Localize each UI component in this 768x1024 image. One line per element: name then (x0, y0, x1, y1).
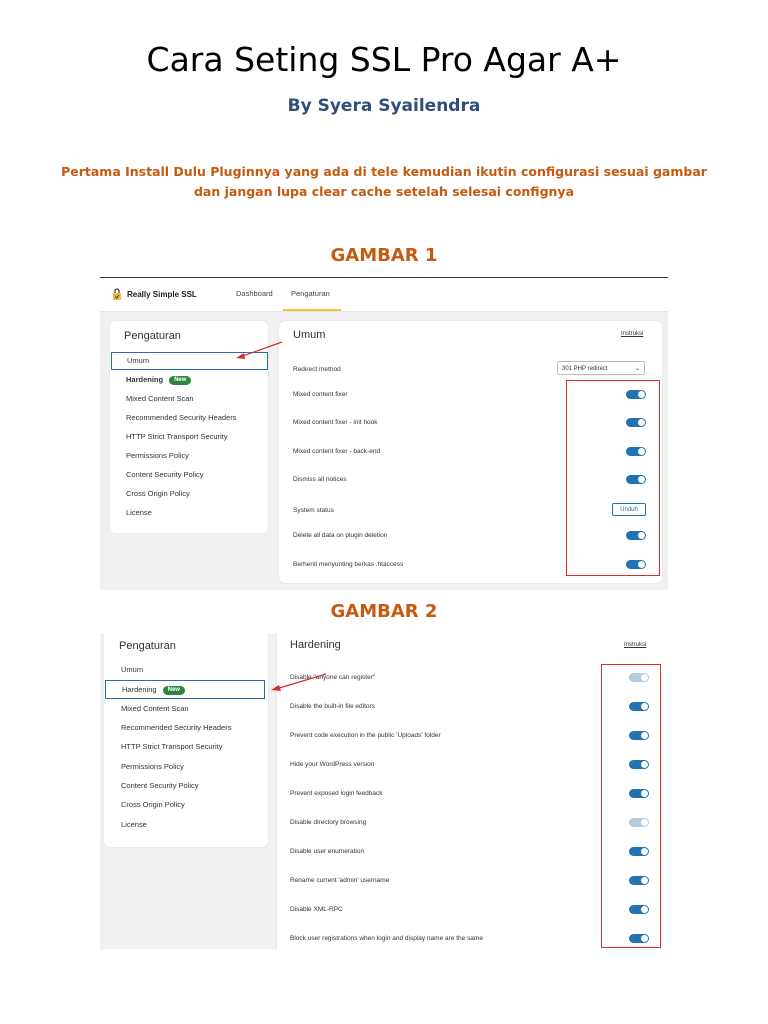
sidebar-item-mixed-content-scan[interactable]: Mixed Content Scan (121, 704, 189, 713)
setting-label: Block user registrations when login and display name are the same (290, 935, 483, 942)
setting-label: Rename current 'admin' username (290, 877, 390, 884)
redirect-method-select[interactable]: 301 PHP redirect ⌄ (557, 361, 645, 375)
sidebar-item-content-security-policy[interactable]: Content Security Policy (121, 781, 199, 790)
sidebar-item-hsts[interactable]: HTTP Strict Transport Security (126, 432, 228, 441)
main-title: Hardening (290, 639, 341, 651)
setting-label: Disable XML-RPC (290, 906, 343, 913)
setting-label: Disable the built-in file editors (290, 703, 375, 710)
setting-label: Disable directory browsing (290, 819, 367, 826)
annotation-arrow (100, 278, 668, 590)
annotation-arrow (100, 633, 668, 949)
new-badge: New (169, 376, 191, 385)
document-intro (40, 162, 728, 202)
nav-dashboard[interactable]: Dashboard (236, 289, 273, 298)
instruksi-link[interactable]: Instruksi (621, 331, 644, 337)
figure-1-screenshot (100, 277, 668, 590)
sidebar-item-content-security-policy[interactable]: Content Security Policy (126, 470, 204, 479)
figure-2-label: GAMBAR 2 (330, 601, 438, 622)
intro-line-1: Pertama Install Dulu Pluginnya yang ada di tele kemudian ikutin configurasi sesuai gambar (61, 164, 707, 179)
setting-label: Prevent exposed login feedback (290, 790, 383, 797)
main-title: Umum (293, 329, 326, 341)
figure-2-screenshot (100, 633, 668, 949)
sidebar-item-permissions-policy[interactable]: Permissions Policy (126, 451, 189, 460)
unduh-button[interactable]: Unduh (612, 503, 646, 516)
sidebar-item-license[interactable]: License (121, 820, 147, 829)
nav-pengaturan[interactable]: Pengaturan (291, 289, 330, 298)
setting-label: System status (293, 507, 334, 514)
sidebar-item-security-headers[interactable]: Recommended Security Headers (126, 413, 237, 422)
sidebar-title: Pengaturan (124, 330, 181, 342)
setting-label: Hide your WordPress version (290, 761, 375, 768)
setting-label: Prevent code execution in the public 'Uploads' folder (290, 732, 441, 739)
setting-label: Delete all data on plugin deletion (293, 532, 388, 539)
sidebar-title: Pengaturan (119, 640, 176, 652)
sidebar-item-cross-origin-policy[interactable]: Cross Origin Policy (121, 800, 185, 809)
sidebar-item-mixed-content-scan[interactable]: Mixed Content Scan (126, 394, 194, 403)
app-name: Really Simple SSL (127, 290, 197, 299)
intro-line-2: dan jangan lupa clear cache setelah selesai confignya (193, 184, 575, 199)
document-author: By Syera Syailendra (287, 96, 481, 116)
sidebar-item-cross-origin-policy[interactable]: Cross Origin Policy (126, 489, 190, 498)
setting-label: Disable user enumeration (290, 848, 365, 855)
sidebar-item-hardening[interactable]: Hardening New (105, 680, 265, 699)
chevron-down-icon: ⌄ (634, 366, 640, 372)
sidebar-item-permissions-policy[interactable]: Permissions Policy (121, 762, 184, 771)
setting-label: Dismiss all notices (293, 476, 347, 483)
setting-label: Disable "anyone can register" (290, 674, 376, 681)
setting-label: Mixed content fixer - init hook (293, 419, 378, 426)
setting-label: Mixed content fixer - back-end (293, 448, 381, 455)
redirect-method-label: Redirect method (293, 366, 341, 373)
figure-1-label: GAMBAR 1 (330, 245, 438, 266)
sidebar-item-license[interactable]: License (126, 508, 152, 517)
document-title: Cara Seting SSL Pro Agar A+ (146, 40, 622, 79)
sidebar-item-hsts[interactable]: HTTP Strict Transport Security (121, 742, 223, 751)
setting-label: Mixed content fixer (293, 391, 348, 398)
sidebar-item-umum[interactable]: Umum (111, 352, 268, 370)
sidebar-item-hardening[interactable]: Hardening New (126, 373, 191, 387)
instruksi-link[interactable]: Instruksi (624, 642, 647, 648)
new-badge: New (163, 686, 185, 695)
sidebar-item-umum[interactable]: Umum (121, 665, 144, 674)
sidebar-item-security-headers[interactable]: Recommended Security Headers (121, 723, 232, 732)
setting-label: Berhenti menyunting berkas .htaccess (293, 561, 404, 568)
